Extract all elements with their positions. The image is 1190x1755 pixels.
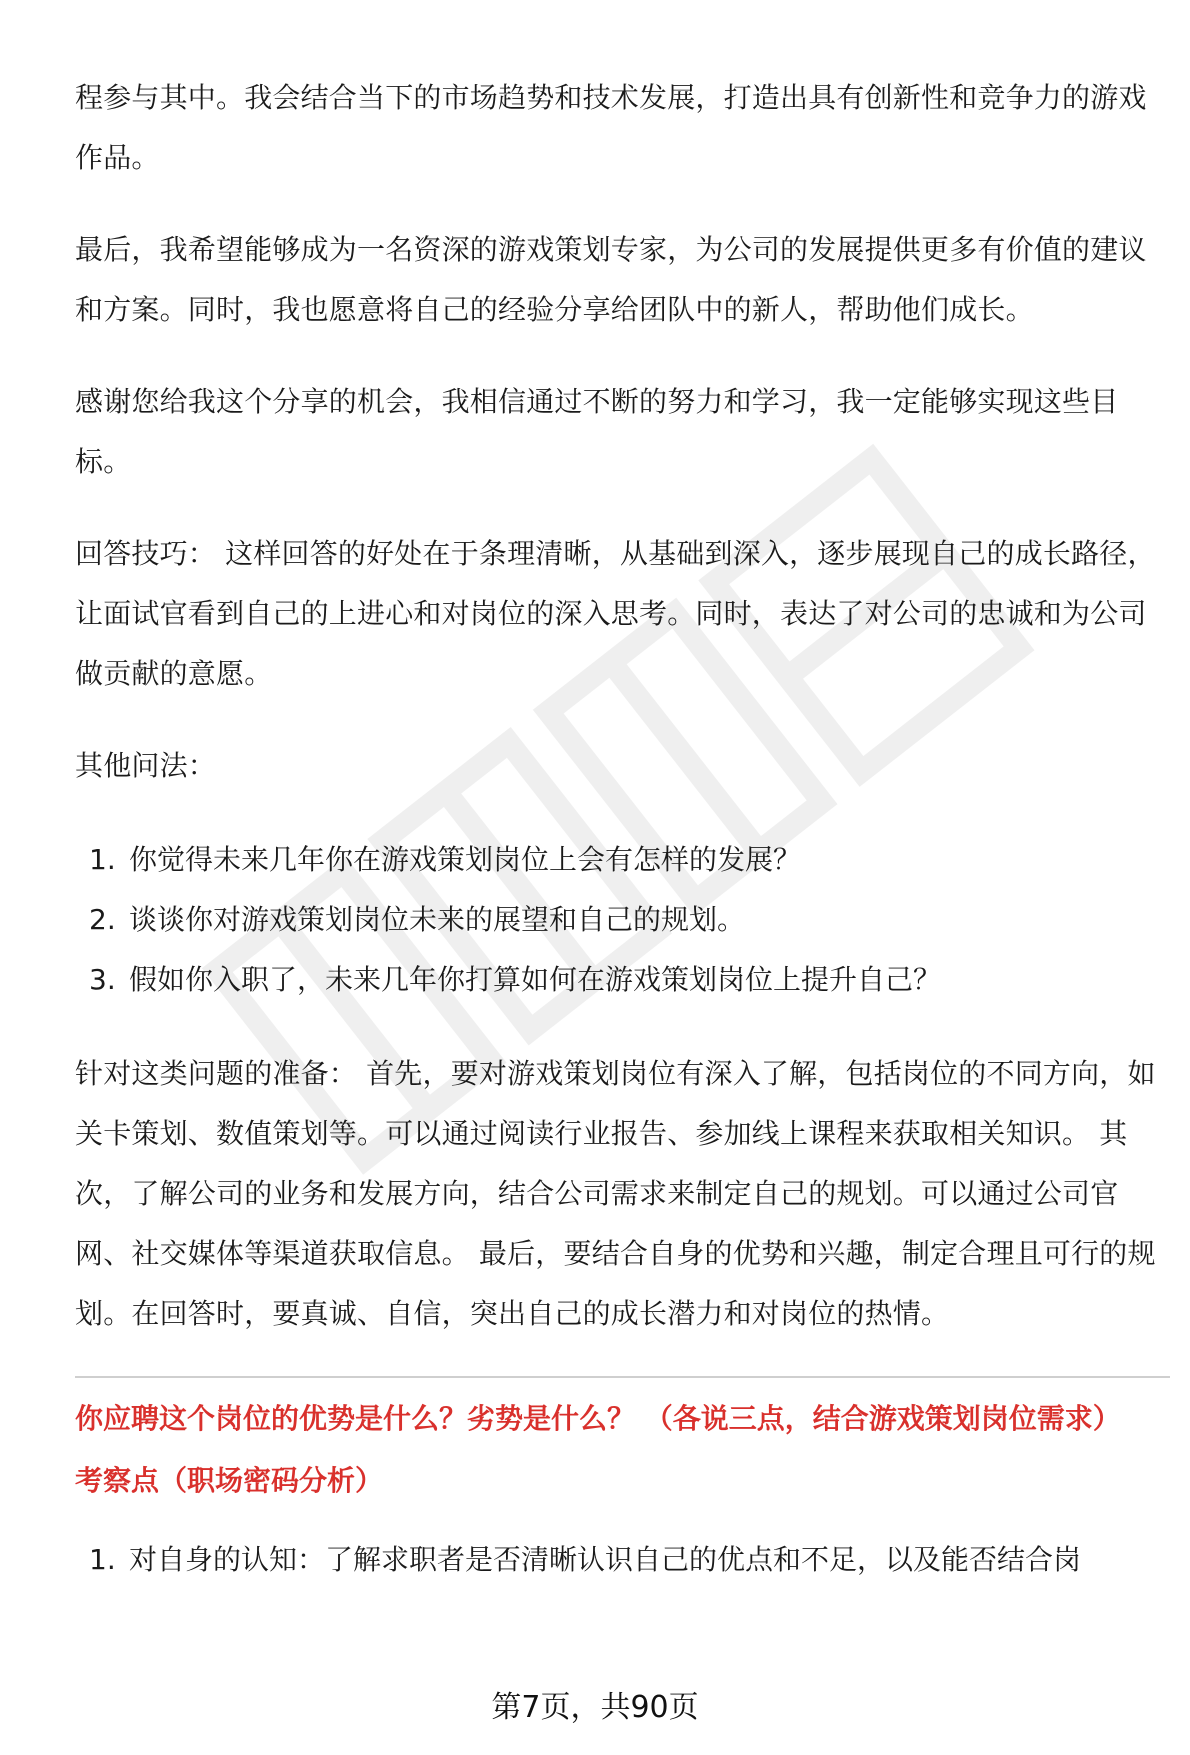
paragraph-answer-tips: 回答技巧： 这样回答的好处在于条理清晰，从基础到深入，逐步展现自己的成长路径，让面试官看到自己的上进心和对岗位的深入思考。同时，表达了对公司的忠诚和为公司做贡献的意愿。 xyxy=(75,537,1156,690)
list-item xyxy=(75,950,1170,1010)
other-questions-list xyxy=(75,830,1170,1010)
list-text: 假如你入职了，未来几年你打算如何在游戏策划岗位上提升自己？ xyxy=(129,963,942,996)
list-item xyxy=(75,830,1170,890)
document-body xyxy=(75,68,1170,1624)
paragraph-preparation: 针对这类问题的准备： 首先，要对游戏策划岗位有深入了解，包括岗位的不同方向，如关卡策划、数值策划等。可以通过阅读行业报告、参加线上课程来获取相关知识。 其次，了解公司的业务和发展方向，结合公司需求来制定自己的规划。可以通过公司官网、社交媒体等渠道获取信息。 最后，要结合自身的优势和兴趣，制定合理且可行的规划。在回答时，要真诚、自信，突出自己的成长潜力和对岗位的热情。 xyxy=(75,1057,1156,1330)
list-number: 2. xyxy=(89,903,116,936)
list-number: 1. xyxy=(89,843,116,876)
section-divider xyxy=(75,1376,1170,1378)
list-text: 你觉得未来几年你在游戏策划岗位上会有怎样的发展？ xyxy=(129,843,802,876)
list-text: 谈谈你对游戏策划岗位未来的展望和自己的规划。 xyxy=(129,903,746,936)
page-number: 第7页，共90页 xyxy=(491,1690,699,1725)
list-number: 1. xyxy=(89,1543,116,1576)
list-item xyxy=(75,1530,1170,1590)
list-text: 对自身的认知：了解求职者是否清晰认识自己的优点和不足，以及能否结合岗 xyxy=(129,1543,1082,1576)
section-subheading: 考察点（职场密码分析） xyxy=(75,1464,384,1497)
paragraph-final-goal: 最后，我希望能够成为一名资深的游戏策划专家，为公司的发展提供更多有价值的建议和方案。同时，我也愿意将自己的经验分享给团队中的新人，帮助他们成长。 xyxy=(75,233,1147,326)
paragraph-other-questions-label: 其他问法： xyxy=(75,749,217,782)
list-item xyxy=(75,890,1170,950)
points-list xyxy=(75,1530,1170,1590)
list-number: 3. xyxy=(89,963,116,996)
section-heading: 你应聘这个岗位的优势是什么？劣势是什么？ （各说三点，结合游戏策划岗位需求） xyxy=(75,1402,1121,1435)
paragraph-goal-continuation: 程参与其中。我会结合当下的市场趋势和技术发展，打造出具有创新性和竞争力的游戏作品。 xyxy=(75,81,1147,174)
paragraph-thanks: 感谢您给我这个分享的机会，我相信通过不断的努力和学习，我一定能够实现这些目标。 xyxy=(75,385,1119,478)
